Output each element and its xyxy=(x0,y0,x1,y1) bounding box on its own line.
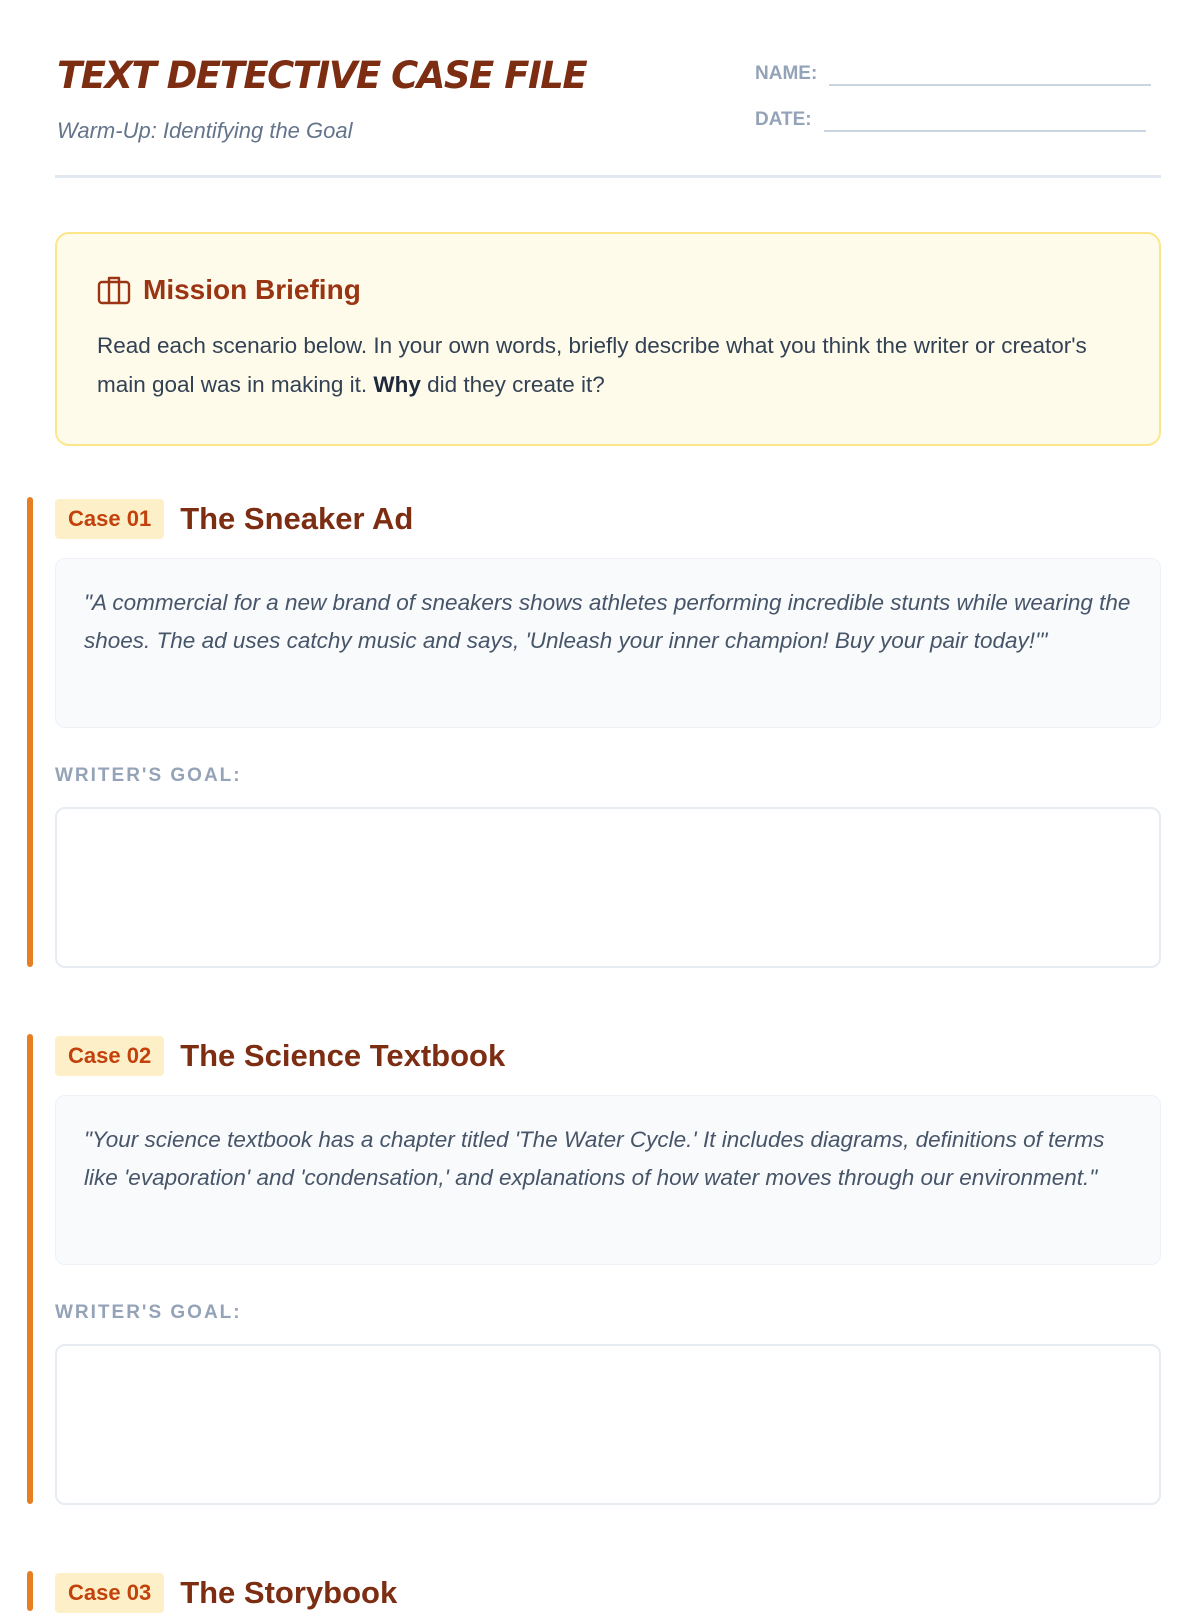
briefing-title: Mission Briefing xyxy=(143,274,361,305)
briefing-heading xyxy=(97,274,361,306)
worksheet-title: TEXT DETECTIVE CASE FILE xyxy=(57,54,587,97)
case-scenario: "Your science textbook has a chapter titled 'The Water Cycle.' It includes diagrams, definitions of terms like 'evaporation' and 'condensation,' and explanations of how water moves through our environment." xyxy=(55,1095,1161,1265)
worksheet-subtitle: Warm-Up: Identifying the Goal xyxy=(57,118,353,143)
worksheet-header xyxy=(55,0,1161,178)
writers-goal-label: WRITER'S GOAL: xyxy=(55,765,242,786)
case-card xyxy=(27,497,1161,967)
name-field-row xyxy=(755,58,1151,86)
case-title: The Science Textbook xyxy=(180,1038,506,1073)
briefcase-icon xyxy=(97,275,131,305)
case-title: The Sneaker Ad xyxy=(180,501,414,536)
case-heading xyxy=(55,1573,397,1613)
writers-goal-answer-box[interactable] xyxy=(55,1344,1161,1505)
briefing-text-after: did they create it? xyxy=(420,372,605,397)
date-field-row xyxy=(755,104,1146,132)
case-card xyxy=(27,1571,1161,1610)
mission-briefing-box xyxy=(55,232,1161,446)
case-number-badge: Case 03 xyxy=(55,1573,164,1613)
briefing-text-bold: Why xyxy=(373,372,421,397)
case-number-badge: Case 02 xyxy=(55,1036,164,1076)
case-heading xyxy=(55,1036,505,1076)
writers-goal-answer-box[interactable] xyxy=(55,807,1161,968)
case-heading xyxy=(55,499,413,539)
case-scenario: "A commercial for a new brand of sneakers shows athletes performing incredible stunts while wearing the shoes. The ad uses catchy music and says, 'Unleash your inner champion! Buy your pair today!'" xyxy=(55,558,1161,728)
case-accent-bar xyxy=(27,1571,33,1611)
case-accent-bar xyxy=(27,1034,33,1504)
date-input-line[interactable] xyxy=(824,104,1146,132)
case-card xyxy=(27,1034,1161,1504)
briefing-instructions xyxy=(97,326,1117,404)
name-label: NAME: xyxy=(755,63,818,84)
case-accent-bar xyxy=(27,497,33,967)
writers-goal-label: WRITER'S GOAL: xyxy=(55,1302,242,1323)
case-number-badge: Case 01 xyxy=(55,499,164,539)
briefing-text-before: Read each scenario below. In your own words, briefly describe what you think the writer or creator's main goal was in making it. xyxy=(97,333,1087,397)
case-title: The Storybook xyxy=(180,1575,398,1610)
name-input-line[interactable] xyxy=(829,58,1151,86)
date-label: DATE: xyxy=(755,109,812,130)
